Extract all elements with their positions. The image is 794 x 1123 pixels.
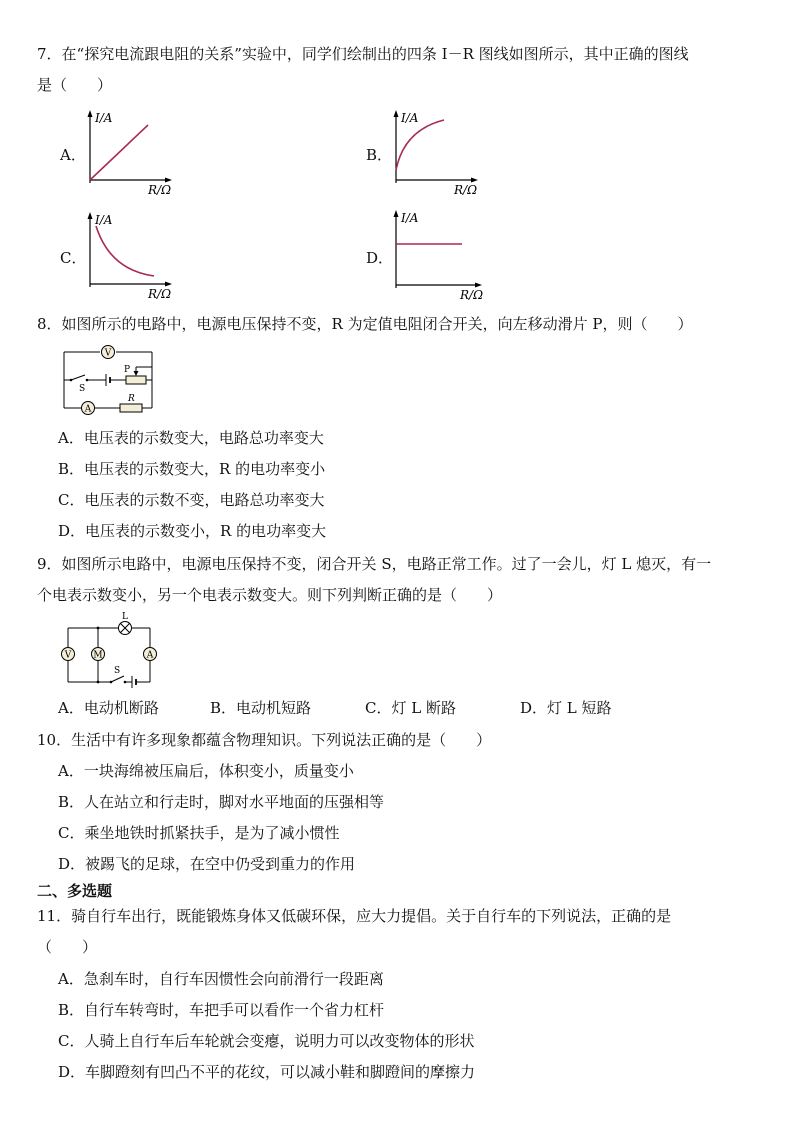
q7-stem-line1: 7．在“探究电流跟电阻的关系”实验中，同学们绘制出的四条 I－R 图线如图所示，其中正确的图线 xyxy=(37,45,689,63)
q9-lamp-label: L xyxy=(122,612,128,622)
q8-slider-arrow-icon xyxy=(134,371,139,376)
q9-switch-label: S xyxy=(114,666,121,676)
q7-graph-b xyxy=(386,108,486,198)
q7-graph-b-curve xyxy=(396,120,444,170)
q9-stem-line2: 个电表示数变小，另一个电表示数变大。则下列判断正确的是（ ） xyxy=(37,586,503,604)
q7-graph-c-xlabel: R/Ω xyxy=(148,287,172,301)
q7-graph-a-ylabel: I/A xyxy=(95,111,113,125)
q7-graph-a xyxy=(80,108,180,198)
q7-graph-c-curve xyxy=(96,226,154,276)
q7-graph-b-xlabel: R/Ω xyxy=(454,183,478,197)
q9-stem-line1: 9．如图所示电路中，电源电压保持不变，闭合开关 S，电路正常工作。过了一会儿，灯 L 熄灭，有一 xyxy=(37,555,712,573)
q11-option-d[interactable]: D．车脚蹬刻有凹凸不平的花纹，可以减小鞋和脚蹬间的摩擦力 xyxy=(58,1063,476,1081)
q10-stem: 10．生活中有许多现象都蕴含物理知识。下列说法正确的是（ ） xyxy=(37,731,492,749)
q11-option-c[interactable]: C．人骑上自行车后车轮就会变瘪，说明力可以改变物体的形状 xyxy=(58,1032,475,1050)
section-title-multiple-choice: 二、多选题 xyxy=(37,882,113,900)
q8-option-d[interactable]: D．电压表的示数变小，R 的电功率变大 xyxy=(58,522,327,540)
q7-graph-b-ylabel: I/A xyxy=(401,111,419,125)
q8-rheostat-icon xyxy=(126,376,146,384)
q7-option-b-label[interactable]: B． xyxy=(366,146,393,164)
q10-option-a[interactable]: A．一块海绵被压扁后，体积变小，质量变小 xyxy=(58,762,354,780)
q9-motor-label: M xyxy=(93,650,103,661)
q8-circuit-diagram xyxy=(60,340,160,415)
q9-voltmeter-label: V xyxy=(64,650,72,661)
q9-circuit-diagram xyxy=(58,612,168,690)
q11-stem-line2: （ ） xyxy=(37,938,98,956)
q11-stem-line1: 11．骑自行车出行，既能锻炼身体又低碳环保，应大力提倡。关于自行车的下列说法，正确的是 xyxy=(37,907,672,925)
q9-switch-icon xyxy=(111,676,124,682)
q7-option-c-label[interactable]: C． xyxy=(60,249,87,267)
q8-voltmeter-label: V xyxy=(104,348,112,359)
q7-stem-line2: 是（ ） xyxy=(37,76,113,94)
q8-ammeter-label: A xyxy=(84,404,92,415)
q7-graph-a-xlabel: R/Ω xyxy=(148,183,172,197)
q10-option-c[interactable]: C．乘坐地铁时抓紧扶手，是为了减小惯性 xyxy=(58,824,340,842)
q10-option-b[interactable]: B．人在站立和行走时，脚对水平地面的压强相等 xyxy=(58,793,385,811)
q8-slider-label: P xyxy=(124,365,131,375)
q8-switch-label: S xyxy=(79,384,86,394)
q9-option-c[interactable]: C．灯 L 断路 xyxy=(365,699,456,717)
q7-graph-c xyxy=(80,210,180,302)
q9-option-d[interactable]: D．灯 L 短路 xyxy=(520,699,612,717)
q8-switch-icon xyxy=(71,375,85,380)
q7-graph-c-ylabel: I/A xyxy=(95,213,113,227)
q8-stem: 8．如图所示的电路中，电源电压保持不变，R 为定值电阻闭合开关，向左移动滑片 P，则（ ） xyxy=(37,315,693,333)
q7-graph-d xyxy=(386,208,490,303)
q7-graph-d-ylabel: I/A xyxy=(401,211,419,225)
q8-option-b[interactable]: B．电压表的示数变大，R 的电功率变小 xyxy=(58,460,326,478)
q8-option-a[interactable]: A．电压表的示数变大，电路总功率变大 xyxy=(58,429,324,447)
q8-resistor-label: R xyxy=(128,394,135,404)
q7-option-d-label[interactable]: D． xyxy=(366,249,394,267)
q11-option-b[interactable]: B．自行车转弯时，车把手可以看作一个省力杠杆 xyxy=(58,1001,385,1019)
q11-option-a[interactable]: A．急刹车时，自行车因惯性会向前滑行一段距离 xyxy=(58,970,384,988)
q8-resistor-icon xyxy=(120,404,142,412)
q10-option-d[interactable]: D．被踢飞的足球，在空中仍受到重力的作用 xyxy=(58,855,356,873)
q7-option-a-label[interactable]: A． xyxy=(60,146,86,164)
q7-graph-d-xlabel: R/Ω xyxy=(460,288,484,302)
q7-graph-a-curve xyxy=(90,125,148,180)
q9-option-a[interactable]: A．电动机断路 xyxy=(58,699,159,717)
q9-ammeter-label: A xyxy=(146,650,154,661)
q9-option-b[interactable]: B．电动机短路 xyxy=(210,699,312,717)
q8-option-c[interactable]: C．电压表的示数不变，电路总功率变大 xyxy=(58,491,325,509)
